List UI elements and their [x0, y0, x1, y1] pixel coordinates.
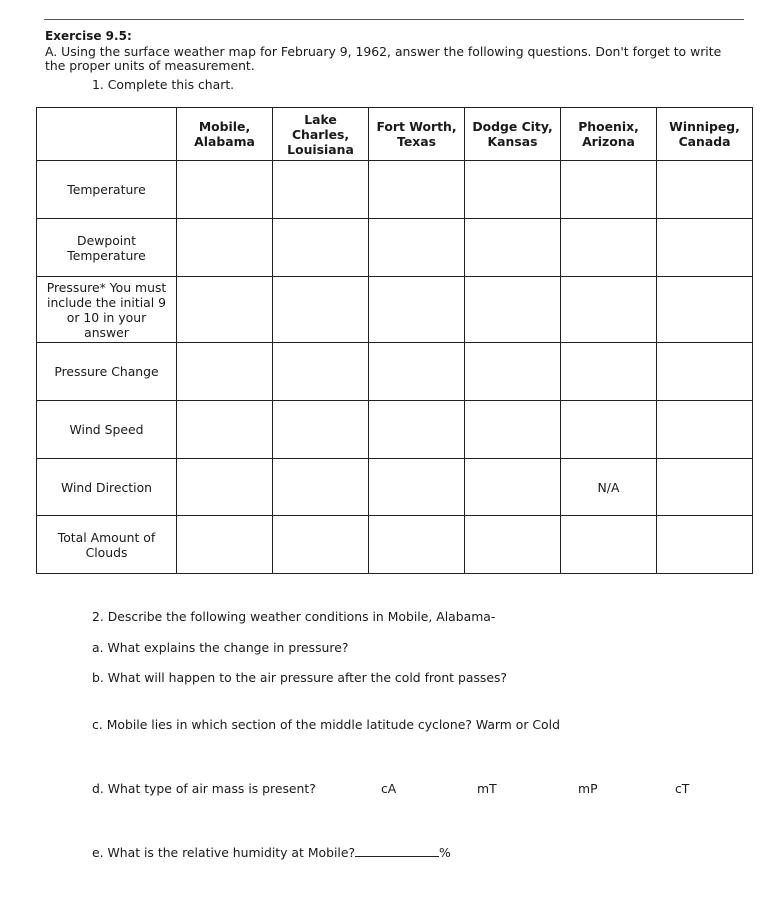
step-1-instruction: 1. Complete this chart. — [92, 77, 235, 92]
row-clouds — [37, 516, 753, 574]
answer-cell[interactable] — [273, 219, 369, 277]
answer-cell[interactable] — [657, 401, 753, 459]
row-label-pressure-change: Pressure Change — [37, 343, 177, 401]
answer-cell[interactable] — [561, 343, 657, 401]
answer-cell[interactable] — [465, 161, 561, 219]
choice-ct[interactable]: cT — [675, 781, 690, 796]
col-header-phoenix: Phoenix, Arizona — [561, 108, 657, 161]
answer-cell[interactable] — [177, 277, 273, 343]
answer-cell[interactable] — [465, 343, 561, 401]
answer-cell[interactable] — [561, 219, 657, 277]
answer-cell[interactable] — [177, 401, 273, 459]
row-label-pressure: Pressure* You must include the initial 9 or 10 in your answer — [37, 277, 177, 343]
row-label-temperature: Temperature — [37, 161, 177, 219]
answer-cell[interactable] — [465, 401, 561, 459]
col-header-winnipeg: Winnipeg, Canada — [657, 108, 753, 161]
exercise-title: Exercise 9.5: — [45, 29, 132, 43]
row-dewpoint — [37, 219, 753, 277]
answer-cell[interactable] — [657, 219, 753, 277]
answer-cell[interactable] — [657, 459, 753, 516]
choice-mp[interactable]: mP — [578, 781, 598, 796]
answer-cell[interactable] — [369, 401, 465, 459]
header-corner-cell — [37, 108, 177, 161]
question-2b: b. What will happen to the air pressure after the cold front passes? — [92, 670, 508, 685]
row-temperature — [37, 161, 753, 219]
top-rule — [44, 19, 744, 20]
answer-cell[interactable] — [369, 516, 465, 574]
row-label-clouds: Total Amount of Clouds — [37, 516, 177, 574]
answer-cell[interactable] — [273, 343, 369, 401]
answer-cell[interactable] — [177, 516, 273, 574]
phoenix-wind-direction-na: N/A — [561, 459, 657, 516]
row-wind-direction — [37, 459, 753, 516]
answer-cell[interactable] — [273, 401, 369, 459]
answer-cell[interactable] — [273, 161, 369, 219]
row-label-wind-direction: Wind Direction — [37, 459, 177, 516]
question-2: 2. Describe the following weather conditions in Mobile, Alabama- — [92, 609, 496, 624]
answer-cell[interactable] — [657, 343, 753, 401]
question-2d: d. What type of air mass is present? — [92, 781, 316, 796]
answer-cell[interactable] — [657, 516, 753, 574]
answer-cell[interactable] — [369, 459, 465, 516]
answer-cell[interactable] — [177, 219, 273, 277]
answer-cell[interactable] — [465, 219, 561, 277]
answer-cell[interactable] — [657, 161, 753, 219]
answer-cell[interactable] — [561, 161, 657, 219]
answer-cell[interactable] — [273, 459, 369, 516]
choice-mt[interactable]: mT — [477, 781, 497, 796]
humidity-answer-blank[interactable] — [355, 845, 439, 857]
humidity-unit: % — [439, 845, 451, 860]
answer-cell[interactable] — [177, 343, 273, 401]
answer-cell[interactable] — [369, 161, 465, 219]
answer-cell[interactable] — [369, 277, 465, 343]
row-label-wind-speed: Wind Speed — [37, 401, 177, 459]
weather-chart-table — [36, 107, 753, 574]
row-wind-speed — [37, 401, 753, 459]
answer-cell[interactable] — [465, 277, 561, 343]
question-2e: e. What is the relative humidity at Mobile? — [92, 845, 356, 860]
question-2a: a. What explains the change in pressure? — [92, 640, 349, 655]
answer-cell[interactable] — [465, 516, 561, 574]
answer-cell[interactable] — [561, 401, 657, 459]
answer-cell[interactable] — [273, 277, 369, 343]
answer-cell[interactable] — [177, 459, 273, 516]
exercise-intro: A. Using the surface weather map for February 9, 1962, answer the following questions. Don't forget to write the proper units of measurement. — [45, 44, 722, 73]
question-2c: c. Mobile lies in which section of the middle latitude cyclone? Warm or Cold — [92, 717, 560, 732]
answer-cell[interactable] — [177, 161, 273, 219]
answer-cell[interactable] — [561, 516, 657, 574]
header-row — [37, 108, 753, 161]
col-header-lake-charles: Lake Charles, Louisiana — [273, 108, 369, 161]
answer-cell[interactable] — [369, 219, 465, 277]
row-pressure — [37, 277, 753, 343]
answer-cell[interactable] — [561, 277, 657, 343]
col-header-dodge-city: Dodge City, Kansas — [465, 108, 561, 161]
answer-cell[interactable] — [273, 516, 369, 574]
col-header-mobile: Mobile, Alabama — [177, 108, 273, 161]
answer-cell[interactable] — [369, 343, 465, 401]
answer-cell[interactable] — [465, 459, 561, 516]
row-label-dewpoint: Dewpoint Temperature — [37, 219, 177, 277]
row-pressure-change — [37, 343, 753, 401]
col-header-fort-worth: Fort Worth, Texas — [369, 108, 465, 161]
answer-cell[interactable] — [657, 277, 753, 343]
choice-ca[interactable]: cA — [381, 781, 397, 796]
question-2e-row — [92, 845, 451, 860]
